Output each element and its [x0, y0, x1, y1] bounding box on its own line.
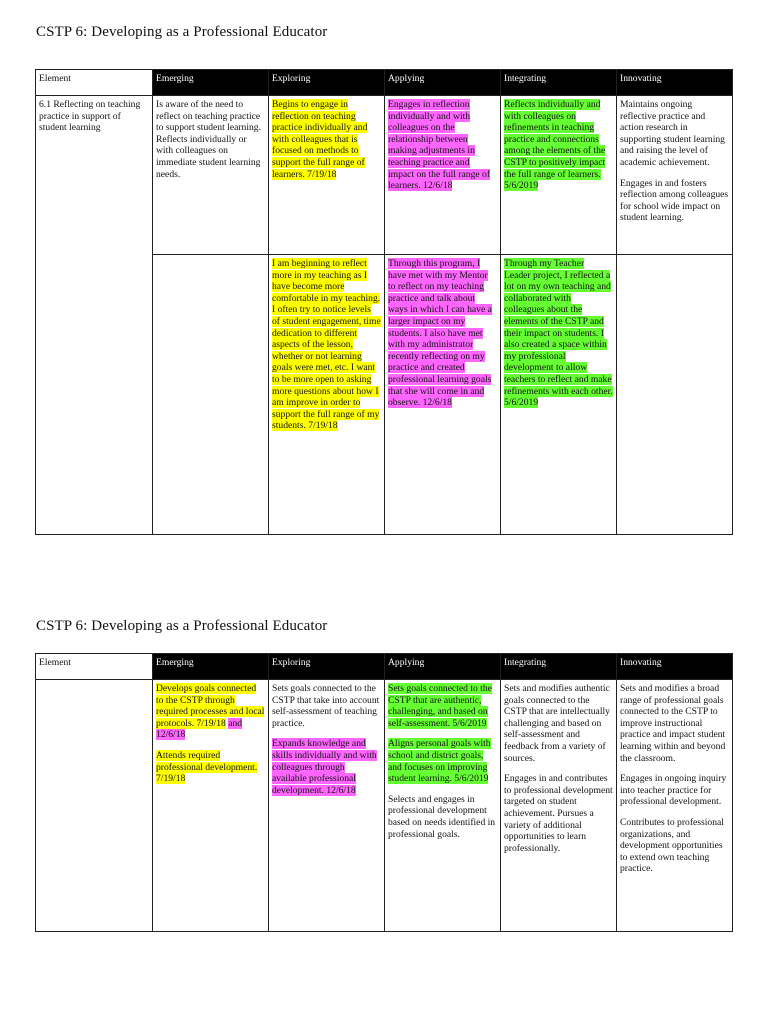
highlight-yellow: I am beginning to reflect more in my teaching as I have become more comfortable in my teaching. I often try to notice levels of student engagement, time dedication to different aspects of the lesson, whether or not learning goals were met, etc. I want to be more open to asking more questions about how I am improve in order to support the full range of my students. 7/19/18 [272, 258, 381, 432]
level-header-emerging: Emerging [153, 654, 269, 680]
cell-exploring: Sets goals connected to the CSTP that take into account self-assessment of teaching practice. Expands knowledge and skills individually and with colleagues through available professional development. 12/6/18 [269, 680, 385, 932]
highlight-yellow: Develops goals connected to the CSTP through required processes and local protocols. 7/19/18 [156, 683, 265, 729]
element-header: Element [36, 654, 153, 680]
highlight-yellow: Begins to engage in reflection on teaching practice individually and with colleagues that is focused on methods to support the full range of learners. 7/19/18 [272, 99, 368, 180]
reflection-integrating [501, 255, 617, 535]
highlight-pink: Expands knowledge and skills individually and with colleagues through available professional development. 12/6/18 [272, 738, 377, 796]
reflection-emerging [153, 255, 269, 535]
rubric-table-2 [35, 653, 733, 932]
cell-innovating: Sets and modifies a broad range of professional goals connected to the CSTP to improve instructional practice and impact student learning within and beyond the classroom. Engages in ongoing inquiry into teacher practice for professional development. Contributes to professional organizations, and development opportunities to extend own teaching practice. [617, 680, 733, 932]
reflection-innovating [617, 255, 733, 535]
element-header: Element [36, 70, 153, 96]
highlight-pink: Engages in reflection individually and with colleagues on the relationship between making adjustments in teaching practice and impact on the full range of learners. 12/6/18 [388, 99, 491, 192]
highlight-green: Aligns personal goals with school and district goals, and focuses on improving student learning. 5/6/2019 [388, 738, 491, 785]
section-title-1: CSTP 6: Developing as a Professional Educator [36, 24, 328, 40]
level-header-exploring: Exploring [269, 70, 385, 96]
element-label-empty [36, 680, 153, 932]
element-label-text: 6.1 Reflecting on teaching practice in support of student learning [39, 99, 141, 134]
rubric-table-1 [35, 69, 733, 535]
level-header-exploring: Exploring [269, 654, 385, 680]
cell-applying [385, 96, 501, 255]
cell-emerging: Is aware of the need to reflect on teaching practice to support student learning. Reflects individually or with colleagues on immediate student learning needs. [153, 96, 269, 255]
cell-innovating: Maintains ongoing reflective practice and action research in supporting student learning and raising the level of academic achievement. Engages in and fosters reflection among colleagues for school wide impact on student learning. [617, 96, 733, 255]
section-title-2: CSTP 6: Developing as a Professional Educator [36, 618, 328, 634]
highlight-green: Through my Teacher Leader project, I reflected a lot on my own teaching and collaborated with colleagues about the elements of the CSTP and their impact on students. I also created a space within my professional development to allow teachers to reflect and make refinements with each other. 5/6/2019 [504, 258, 613, 409]
level-header-emerging: Emerging [153, 70, 269, 96]
level-header-applying: Applying [385, 654, 501, 680]
highlight-pink: and [228, 717, 243, 729]
level-header-integrating: Integrating [501, 654, 617, 680]
reflection-exploring [269, 255, 385, 535]
cell-integrating: Sets and modifies authentic goals connected to the CSTP that are intellectually challenging and based on self-assessment and feedback from a variety of sources. Engages in and contributes to professional development targeted on student achievement. Pursues a variety of additional opportunities to learn professionally. [501, 680, 617, 932]
level-header-innovating: Innovating [617, 70, 733, 96]
level-header-innovating: Innovating [617, 654, 733, 680]
cell-emerging [153, 680, 269, 932]
highlight-pink: Through this program, I have met with my Mentor to reflect on my teaching practice and talk about ways in which I can have a larger impact on my students. I also have met with my administrator recently reflecting on my practice and created professional learning goals that she will come in and observe. 12/6/18 [388, 258, 492, 409]
reflection-applying [385, 255, 501, 535]
level-header-integrating: Integrating [501, 70, 617, 96]
highlight-green: Reflects individually and with colleagues on refinements in teaching practice and connections among the elements of the CSTP to positively impact the full range of learners. 5/6/2019 [504, 99, 606, 192]
cell-integrating [501, 96, 617, 255]
cell-applying: Sets goals connected to the CSTP that are authentic, challenging, and based on self-assessment. 5/6/2019 Aligns personal goals with school and district goals, and focuses on improving student learning. 5/6/2019 Selects and engages in professional development based on needs identified in professional goals. [385, 680, 501, 932]
cell-exploring [269, 96, 385, 255]
level-header-applying: Applying [385, 70, 501, 96]
highlight-yellow: Attends required professional development. 7/19/18 [156, 749, 258, 785]
highlight-pink: 12/6/18 [156, 729, 186, 741]
element-label-6-1 [36, 96, 153, 535]
highlight-green: Sets goals connected to the CSTP that are authentic, challenging, and based on self-assessment. 5/6/2019 [388, 683, 492, 729]
